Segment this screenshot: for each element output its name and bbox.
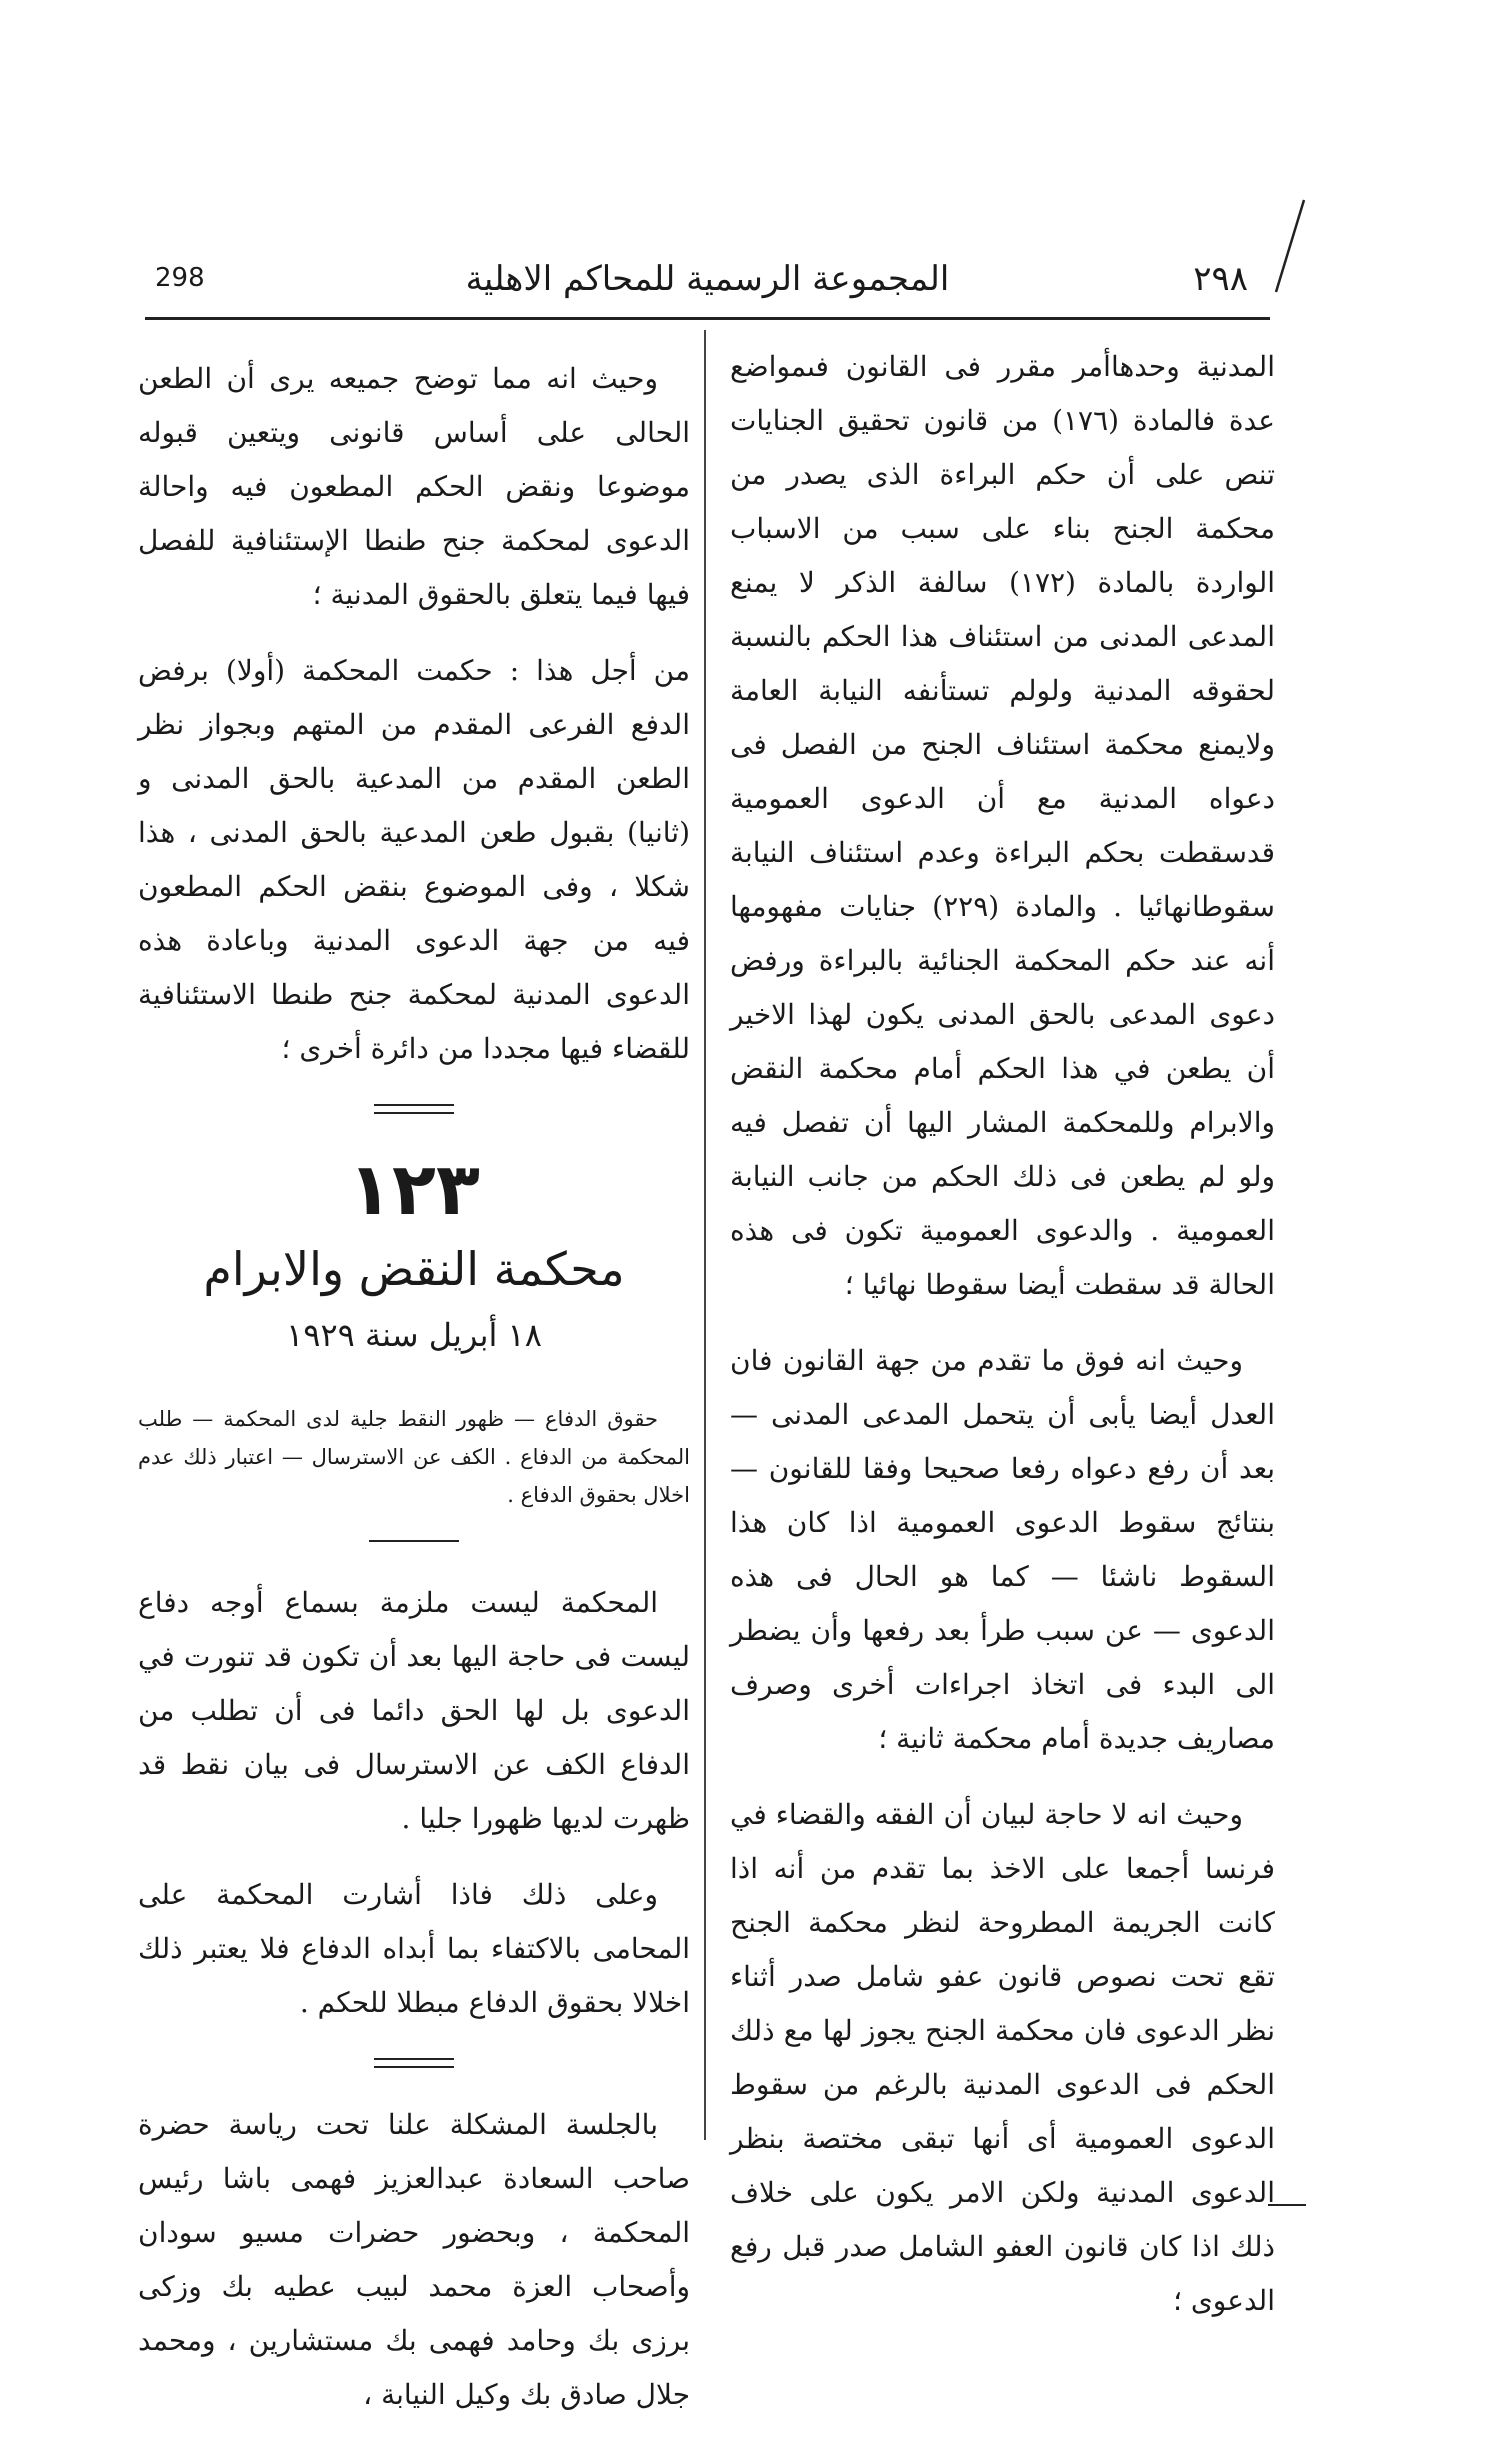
paragraph: بالجلسة المشكلة علنا تحت رياسة حضرة صاحب السعادة عبدالعزيز فهمى باشا رئيس المحكمة ، وبحضور حضرات مسيو سودان وأصحاب العزة محمد لبيب عطيه بك وزكى برزى بك وحامد فهمى بك مستشارين ، ومحمد جلال صادق بك وكيل النيابة ، (138, 2108, 690, 2411)
case-number: ١٢٣ (348, 1147, 480, 1231)
running-title: المجموعة الرسمية للمحاكم الاهلية (465, 259, 950, 299)
right-column (730, 340, 1275, 2350)
paragraph: وحيث انه فوق ما تقدم من جهة القانون فان العدل أيضا يأبى أن يتحمل المدعى المدنى — بعد أن رفع دعواه رفعا صحيحا وفقا للقانون — بنتائج سقوط الدعوى العمومية اذا كان هذا السقوط ناشئا — كما هو الحال فى هذه الدعوى — عن سبب طرأ بعد رفعها وأن يضطر الى البدء فى اتخاذ اجراءات أخرى وصرف مصاريف جديدة أمام محكمة ثانية ؛ (730, 1344, 1275, 1755)
paragraph: وعلى ذلك فاذا أشارت المحكمة على المحامى بالاكتفاء بما أبداه الدفاع فلا يعتبر ذلك اخلالا بحقوق الدفاع مبطلا للحكم . (138, 1878, 690, 2019)
page-number-arabic: ٢٩٨ (1193, 259, 1248, 299)
stray-dash-mark (1268, 2202, 1308, 2208)
section-divider (374, 2058, 454, 2068)
paragraph: من أجل هذا : حكمت المحكمة (أولا) برفض الدفع الفرعى المقدم من المتهم وبجواز نظر الطعن المقدم من المدعية بالحق المدنى و (ثانيا) بقبول طعن المدعية بالحق المدنى ، هذا شكلا ، وفى الموضوع بنقض الحكم المطعون فيه من جهة الدعوى المدنية وباعادة هذه الدعوى المدنية لمحكمة جنح طنطا الاستئنافية للقضاء فيها مجددا من دائرة أخرى ؛ (138, 654, 690, 1065)
page-header (145, 255, 1270, 320)
summary-divider (369, 1540, 459, 1542)
section-divider (374, 1104, 454, 1114)
column-divider (704, 330, 706, 2140)
paragraph: وحيث انه مما توضح جميعه يرى أن الطعن الحالى على أساس قانونى ويتعين قبوله موضوعا ونقض الحكم المطعون فيه واحالة الدعوى لمحكمة جنح طنطا الإستئنافية للفصل فيها فيما يتعلق بالحقوق المدنية ؛ (138, 362, 690, 611)
case-summary: حقوق الدفاع — ظهور النقط جلية لدى المحكمة — طلب المحكمة من الدفاع . الكف عن الاسترسال — اعتبار ذلك عدم اخلال بحقوق الدفاع . (138, 1407, 690, 1507)
pen-stroke-mark (1272, 198, 1308, 294)
paragraph: المدنية وحدهاأمر مقرر فى القانون فىمواضع عدة فالمادة (١٧٦) من قانون تحقيق الجنايات تنص على أن حكم البراءة الذى يصدر من محكمة الجنح بناء على سبب من الاسباب الواردة بالمادة (١٧٢) سالفة الذكر لا يمنع المدعى المدنى من استئناف هذا الحكم بالنسبة لحقوقه المدنية ولولم تستأنفه النيابة العامة ولايمنع محكمة استئناف الجنح من الفصل فى دعواه المدنية مع أن الدعوى العمومية قدسقطت بحكم البراءة وعدم استئناف النيابة سقوطانهائيا . والمادة (٢٢٩) جنايات مفهومها أنه عند حكم المحكمة الجنائية بالبراءة ورفض دعوى المدعى بالحق المدنى يكون لهذا الاخير أن يطعن في هذا الحكم أمام محكمة النقض والابرام وللمحكمة المشار اليها أن تفصل فيه ولو لم يطعن فى ذلك الحكم من جانب النيابة العمومية . والدعوى العمومية تكون فى هذه الحالة قد سقطت أيضا سقوطا نهائيا ؛ (730, 350, 1276, 1301)
court-name: محكمة النقض والابرام (203, 1242, 625, 1296)
judgment-date: ١٨ أبريل سنة ١٩٢٩ (286, 1316, 542, 1354)
left-column (138, 352, 690, 2444)
paragraph: وحيث انه لا حاجة لبيان أن الفقه والقضاء في فرنسا أجمعا على الاخذ بما تقدم من أنه اذا كانت الجريمة المطروحة لنظر محكمة الجنح تقع تحت نصوص قانون عفو شامل صدر أثناء نظر الدعوى فان محكمة الجنح يجوز لها مع ذلك الحكم فى الدعوى المدنية بالرغم من سقوط الدعوى العمومية أى أنها تبقى مختصة بنظر الدعوى المدنية ولكن الامر يكون على خلاف ذلك اذا كان قانون العفو الشامل صدر قبل رفع الدعوى ؛ (730, 1798, 1275, 2317)
paragraph: المحكمة ليست ملزمة بسماع أوجه دفاع ليست فى حاجة اليها بعد أن تكون قد تنورت في الدعوى بل لها الحق دائما فى أن تطلب من الدفاع الكف عن الاسترسال فى بيان نقط قد ظهرت لديها ظهورا جليا . (138, 1586, 690, 1835)
page-number-latin: 298 (155, 263, 205, 293)
